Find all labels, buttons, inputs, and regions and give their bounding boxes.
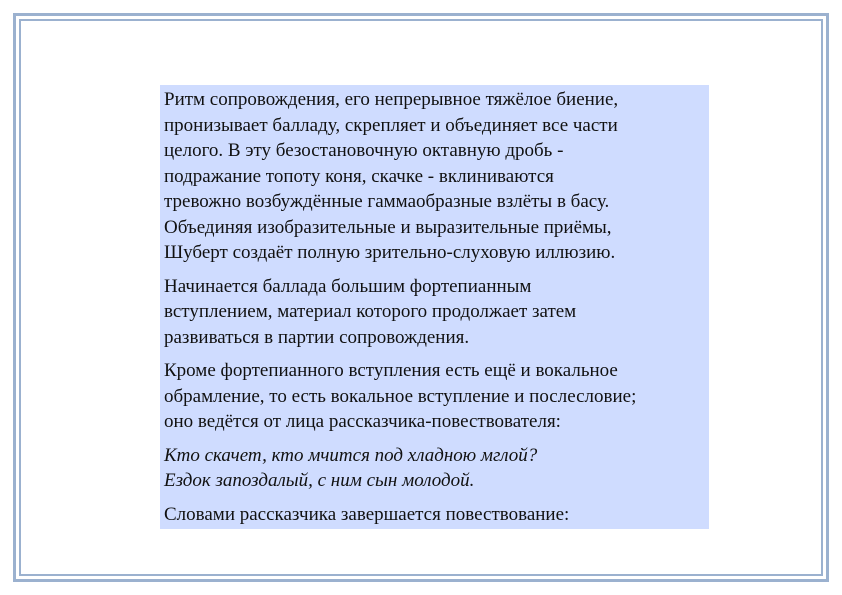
poem-quote: Кто скачет, кто мчится под хладною мглой? Ездок запоздалый, с ним сын молодой. xyxy=(164,444,538,491)
paragraph-rhythm: Ритм сопровождения, его непрерывное тяжёлое биение, пронизывает балладу, скрепляет и объединяет все части целого. В эту безостановочную октавную дробь - подражание топоту коня, скачке - вклиниваются тревожно возбуждённые гаммаобразные взлёты в басу. Объединяя изобразительные и выразительные приёмы, Шуберт создаёт полную зрительно-слуховую иллюзию. xyxy=(164,89,619,263)
text-content-block xyxy=(160,85,709,529)
paragraph-introduction: Начинается баллада большим фортепианным вступлением, материал которого продолжает затем развиваться в партии сопровождения. xyxy=(164,275,577,348)
paragraph-conclusion: Словами рассказчика завершается повествование: xyxy=(164,503,570,525)
paragraph-vocal-frame: Кроме фортепианного вступления есть ещё и вокальное обрамление, то есть вокальное вступление и послесловие; оно ведётся от лица рассказчика-повествователя: xyxy=(164,360,637,432)
